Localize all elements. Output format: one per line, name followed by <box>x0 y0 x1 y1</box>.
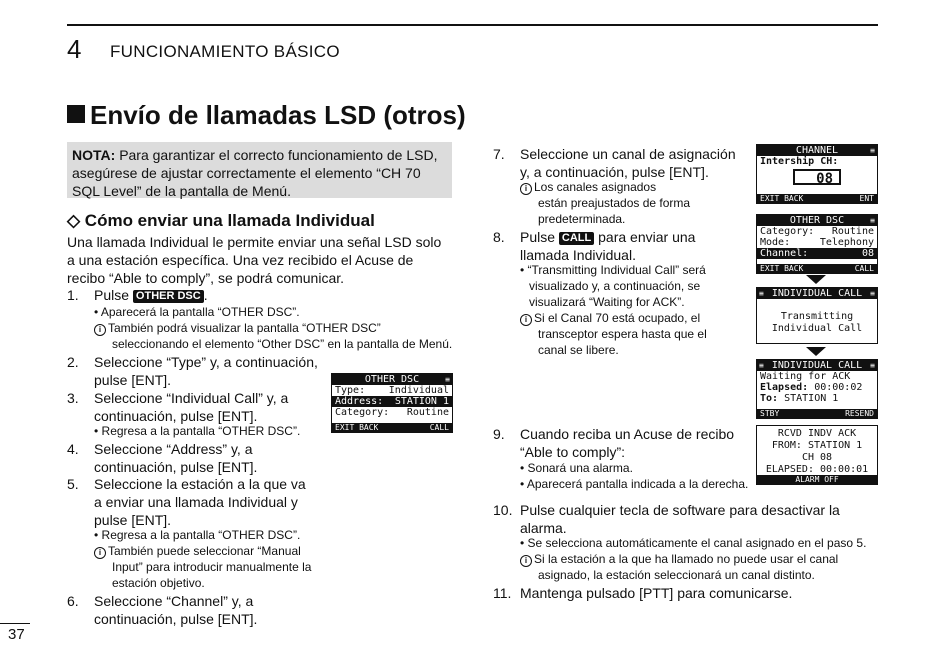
info-icon: i <box>520 314 532 326</box>
page-number-rule <box>0 623 30 624</box>
chapter-title: FUNCIONAMIENTO BÁSICO <box>110 42 340 61</box>
step-8: 8. Pulse CALL para enviar una llamada Individual. <box>493 229 696 263</box>
step-9-note: • Sonará una alarma. • Aparecerá pantalla indicada a la derecha. <box>520 461 749 491</box>
step-7-note: i Los canales asignados están preajustados de forma predeterminada. <box>520 179 690 227</box>
section-title: Envío de llamadas LSD (otros) <box>67 100 466 131</box>
header-rule <box>67 24 878 26</box>
intro-text: Una llamada Individual le permite enviar una señal LSD solo a una estación específica. Una vez recibido el Acuse de recibo “Able to comply”, se podrá comunicar. <box>67 234 442 286</box>
note-text: NOTA: Para garantizar el correcto funcionamiento de LSD, asegúrese de ajustar correctamente el elemento “CH 70 SQL Level” de la pantalla de Menú. <box>72 147 438 199</box>
step-10-note: • Se selecciona automáticamente el canal asignado en el paso 5. i Si la estación a la que ha llamado no puede usar el canal asignado, la estación seleccionará un canal distinto. <box>520 536 867 582</box>
lcd-channel-screen: CHANNEL ≡ Intership CH: 08 EXIT BACK ENT <box>756 144 878 204</box>
info-icon: i <box>94 547 106 559</box>
channel-value: 08 <box>793 169 841 185</box>
step-10: 10. Pulse cualquier tecla de software para desactivar la alarma. <box>493 502 840 536</box>
lcd-transmitting-screen: ≡ INDIVIDUAL CALL ≡ Transmitting Individual Call <box>756 287 878 344</box>
step-7: 7. Seleccione un canal de asignación y, a continuación, pulse [ENT]. <box>493 146 736 180</box>
step-1-note: • Aparecerá la pantalla “OTHER DSC”. i También podrá visualizar la pantalla “OTHER DSC” seleccionando el elemento “Other DSC” en la pantalla de Menú. <box>94 305 453 351</box>
info-icon: i <box>520 555 532 567</box>
step-5-note: • Regresa a la pantalla “OTHER DSC”. i También puede seleccionar “Manual Input” para introducir manualmente la estación objetivo. <box>94 528 312 590</box>
step-8-note: • “Transmitting Individual Call” será visualizado y, a continuación, se visualizará “Waiting for ACK”. i Si el Canal 70 está ocupado, el transceptor espera hasta que el canal se libere. <box>520 263 707 357</box>
step-3-note: • Regresa a la pantalla “OTHER DSC”. <box>94 424 301 438</box>
other-dsc-key-icon: OTHER DSC <box>133 290 204 303</box>
call-key-icon: CALL <box>559 232 594 245</box>
lcd-other-dsc-screen: OTHER DSC ≡ Type: Individual Address: STATION 1 Category: Routine EXIT BACK CALL <box>331 373 453 433</box>
step-11: 11. Mantenga pulsado [PTT] para comunicarse. <box>493 585 793 601</box>
page-number: 37 <box>8 626 25 643</box>
step-9: 9. Cuando reciba un Acuse de recibo “Able to comply”: <box>493 426 735 460</box>
lcd-waiting-ack-screen: ≡ INDIVIDUAL CALL ≡ Waiting for ACK Elapsed: 00:00:02 To: STATION 1 STBY RESEND <box>756 359 878 419</box>
subsection-title: ◇ Cómo enviar una llamada Individual <box>67 211 375 230</box>
step-1: 1. Pulse OTHER DSC . <box>67 287 208 303</box>
info-icon: i <box>94 324 106 336</box>
step-4: 4. Seleccione “Address” y, a continuación, pulse [ENT]. <box>67 441 258 475</box>
lcd-other-dsc-channel-screen: OTHER DSC ≡ Category: Routine Mode: Telephony Channel: 08 EXIT BACK CALL <box>756 214 878 274</box>
info-icon: i <box>520 183 532 195</box>
step-6: 6. Seleccione “Channel” y, a continuación, pulse [ENT]. <box>67 593 258 627</box>
down-arrow-icon <box>806 275 826 284</box>
step-3: 3. Seleccione “Individual Call” y, a continuación, pulse [ENT]. <box>67 390 289 424</box>
square-bullet-icon <box>67 105 85 123</box>
step-2: 2. Seleccione “Type” y, a continuación, pulse [ENT]. <box>67 354 318 388</box>
lcd-ack-screen: RCVD INDV ACK FROM: STATION 1 CH 08 ELAPSED: 00:00:01 ALARM OFF <box>756 425 878 485</box>
step-5: 5. Seleccione la estación a la que va a enviar una llamada Individual y pulse [ENT]. <box>67 476 306 528</box>
chapter-number: 4 <box>67 34 82 64</box>
down-arrow-icon <box>806 347 826 356</box>
